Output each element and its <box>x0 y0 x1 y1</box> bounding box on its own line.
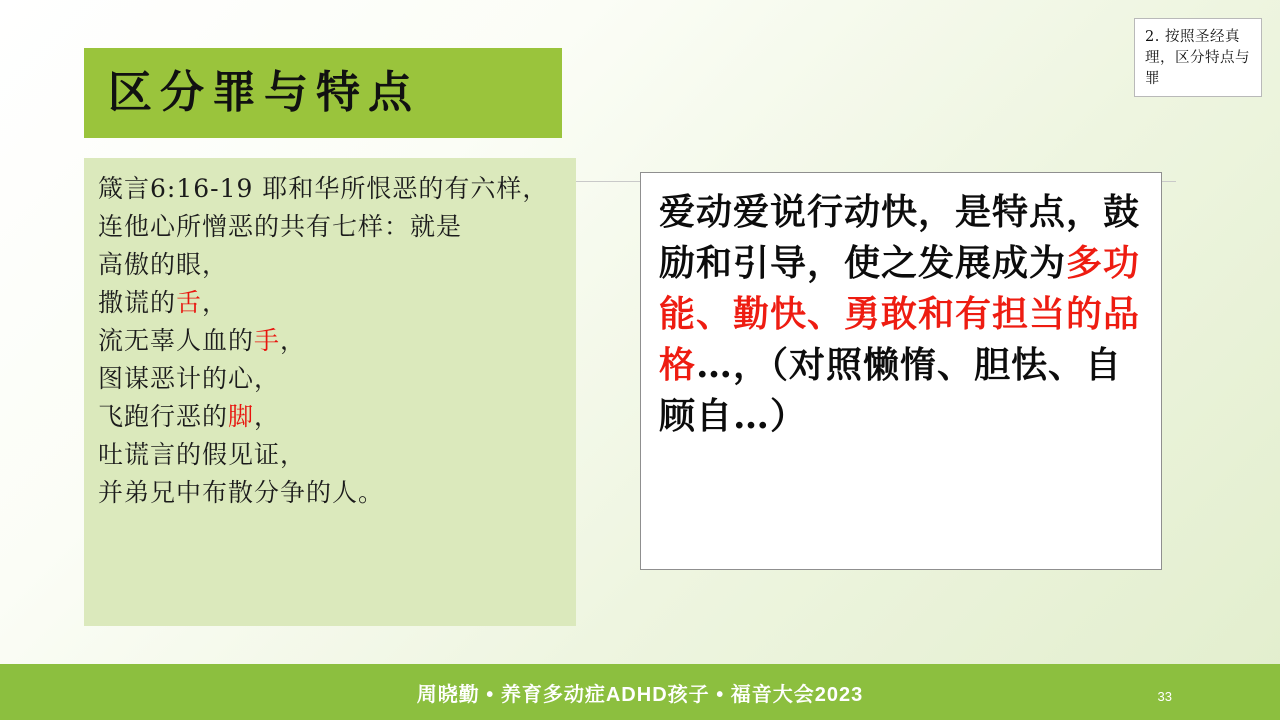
callout-text <box>659 187 1145 443</box>
plain-text: 箴言6:16-19 耶和华所恨恶的有六样， 连他心所憎恶的共有七样：就是 <box>98 174 558 241</box>
text-line <box>98 360 562 398</box>
highlighted-text: 多功能、勤快、勇敢和有担当的品格 <box>659 242 1141 387</box>
plain-text: ， <box>254 402 281 431</box>
plain-text: 飞跑行恶的 <box>98 402 229 431</box>
plain-text: ， <box>202 288 229 317</box>
text-line <box>98 398 562 436</box>
text-line <box>98 170 562 246</box>
slide-number: 33 <box>1157 689 1172 704</box>
page-title: 区分罪与特点 <box>108 67 420 118</box>
text-line <box>659 187 1145 443</box>
plain-text: 流无辜人血的 <box>98 326 255 355</box>
footer-text: 周晓勤 • 养育多动症ADHD孩子 • 福音大会2023 <box>416 683 864 706</box>
plain-text: ， <box>280 326 307 355</box>
title-banner <box>84 48 562 138</box>
highlighted-text: 脚 <box>228 402 255 431</box>
plain-text: 并弟兄中布散分争的人。 <box>98 478 385 507</box>
plain-text: 撒谎的 <box>98 288 177 317</box>
scripture-panel <box>84 158 576 626</box>
footer-bar <box>0 664 1280 720</box>
highlighted-text: 手 <box>254 326 281 355</box>
callout-box <box>640 172 1162 570</box>
text-line <box>98 284 562 322</box>
corner-note: 2. 按照圣经真理，区分特点与罪 <box>1134 18 1262 97</box>
highlighted-text: 舌 <box>176 288 203 317</box>
text-line <box>98 436 562 474</box>
scripture-text <box>98 170 562 512</box>
plain-text: 高傲的眼， <box>98 250 229 279</box>
plain-text: 爱动爱说行动快，是特点，鼓励和引导，使之发展成为 <box>659 191 1141 285</box>
text-line <box>98 474 562 512</box>
plain-text: 吐谎言的假见证， <box>98 440 307 469</box>
plain-text: …，（对照懒惰、胆怯、自顾自…） <box>659 344 1123 438</box>
text-line <box>98 322 562 360</box>
text-line <box>98 246 562 284</box>
plain-text: 图谋恶计的心， <box>98 364 281 393</box>
